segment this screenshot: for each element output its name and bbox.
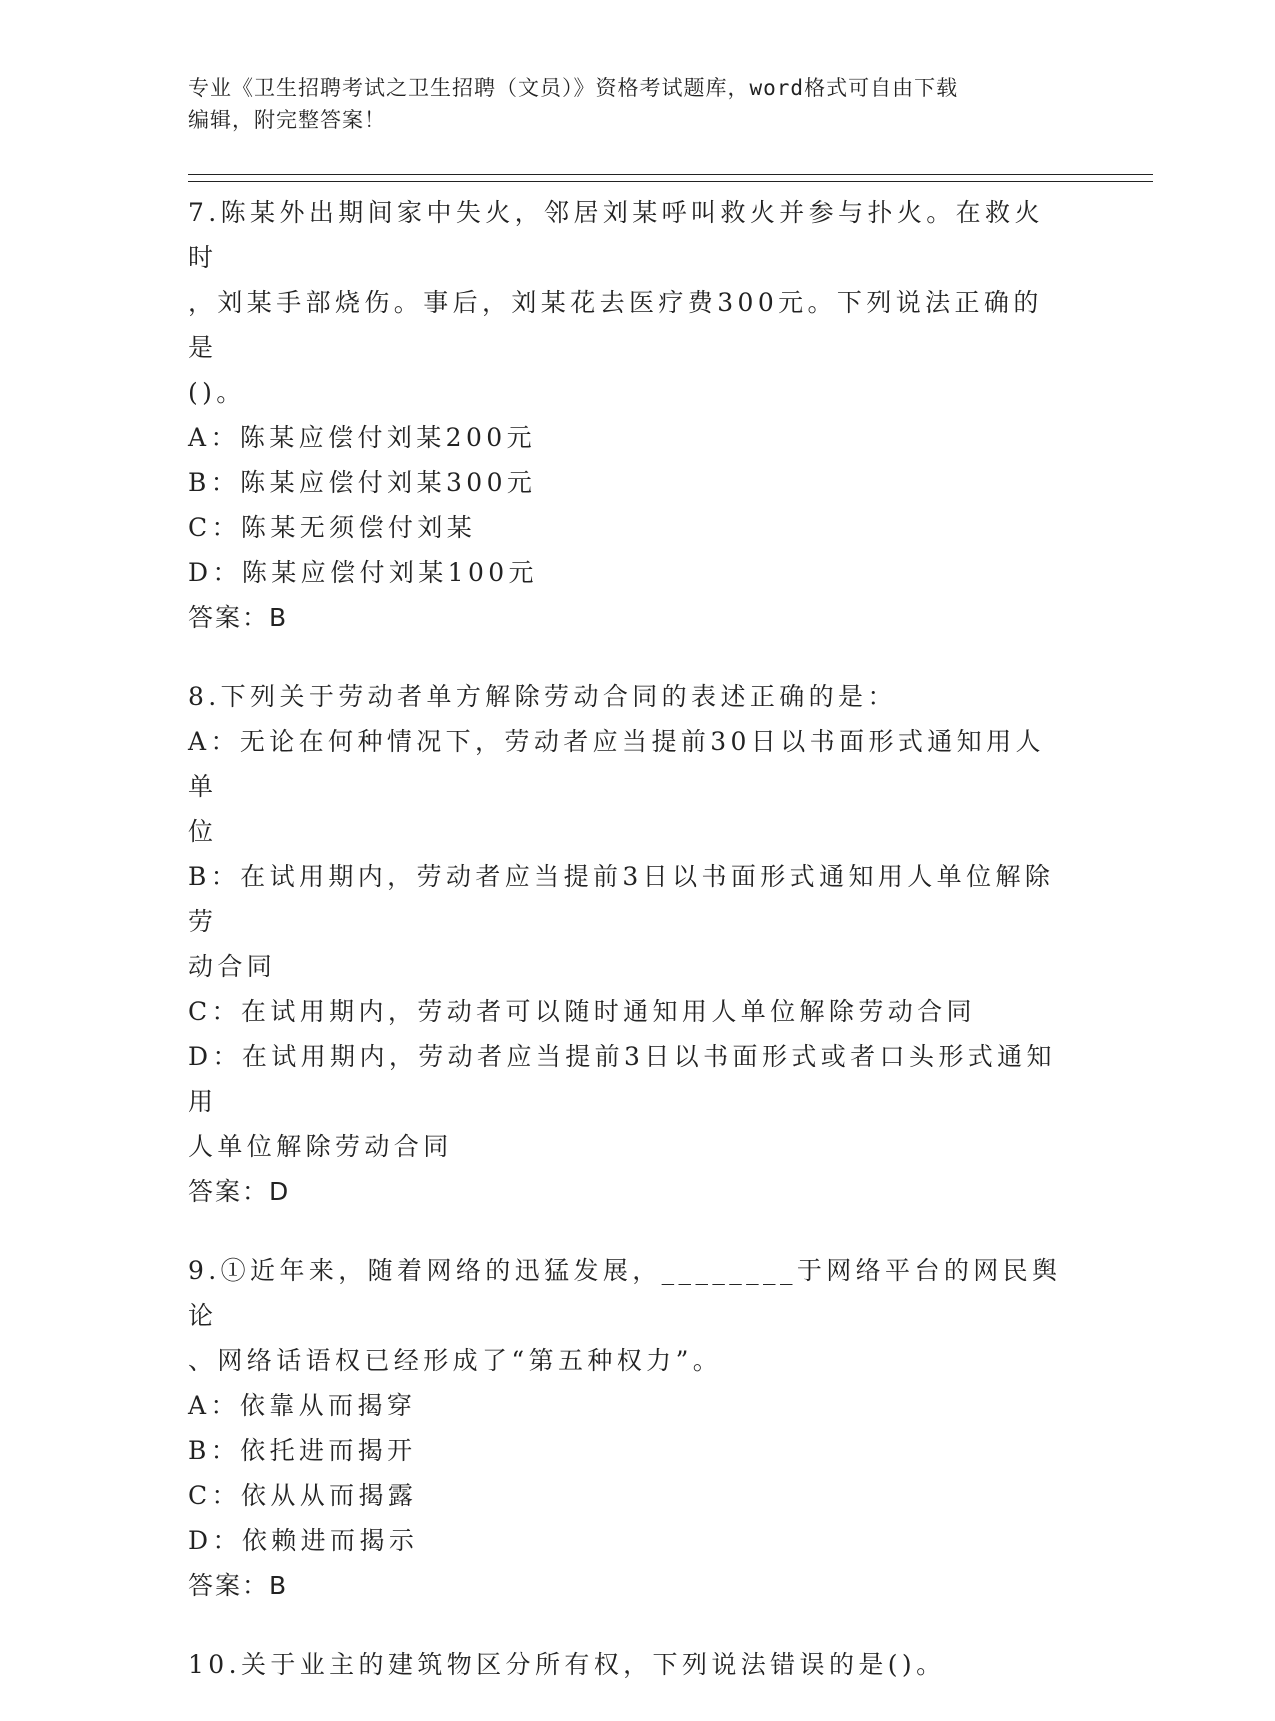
answer-key: 答案：B: [188, 603, 289, 632]
header-divider-bottom: [188, 181, 1153, 182]
header-divider-top: [188, 174, 1153, 175]
answer-option: [188, 1034, 1068, 1169]
question-stem-line: ，刘某手部烧伤。事后，刘某花去医疗费300元。下列说法正确的是: [188, 288, 1043, 362]
answer-option-line: D：依赖进而揭示: [188, 1526, 419, 1555]
answer-option-line: C：依从从而揭露: [188, 1481, 418, 1510]
answer-option: [188, 719, 1068, 854]
answer-option-line: C：陈某无须偿付刘某: [188, 513, 477, 542]
answer-option: [188, 415, 1068, 460]
question-block: [188, 190, 1068, 640]
answer-option: [188, 1383, 1068, 1428]
answer-option-line: D：陈某应偿付刘某100元: [188, 558, 538, 587]
header-line-1: 专业《卫生招聘考试之卫生招聘（文员）》资格考试题库，word格式可自由下载: [188, 76, 959, 100]
answer-option-line: B：陈某应偿付刘某300元: [188, 468, 537, 497]
answer-option: [188, 505, 1068, 550]
question-stem-line: 、网络话语权已经形成了“第五种权力”。: [188, 1346, 723, 1375]
question-block: [188, 674, 1068, 1214]
answer-option: [188, 460, 1068, 505]
answer-key: 答案：B: [188, 1571, 289, 1600]
answer-option: [188, 989, 1068, 1034]
answer-key: 答案：D: [188, 1177, 291, 1206]
question-stem-line: 7.陈某外出期间家中失火，邻居刘某呼叫救火并参与扑火。在救火时: [188, 198, 1044, 272]
question-list: [188, 190, 1068, 1721]
answer-option: [188, 1473, 1068, 1518]
answer-option-line: B：依托进而揭开: [188, 1436, 417, 1465]
question-block: [188, 1248, 1068, 1608]
question-stem-line: 10.关于业主的建筑物区分所有权，下列说法错误的是()。: [188, 1650, 946, 1679]
question-stem-line: 8.下列关于劳动者单方解除劳动合同的表述正确的是：: [188, 682, 897, 711]
answer-option-line: 动合同: [188, 952, 277, 981]
answer-option-line: D：在试用期内，劳动者应当提前3日以书面形式或者口头形式通知用: [188, 1042, 1056, 1116]
question-stem-line: 9.①近年来，随着网络的迅猛发展，________于网络平台的网民舆论: [188, 1256, 1062, 1330]
answer-option-line: 人单位解除劳动合同: [188, 1132, 453, 1161]
answer-option-line: 位: [188, 817, 218, 846]
question-stem-line: ()。: [188, 378, 246, 407]
answer-option-line: A：依靠从而揭穿: [188, 1391, 417, 1420]
question-block: [188, 1642, 1068, 1687]
answer-option: [188, 1428, 1068, 1473]
answer-option-line: C：在试用期内，劳动者可以随时通知用人单位解除劳动合同: [188, 997, 976, 1026]
answer-option: [188, 854, 1068, 989]
document-header: [188, 72, 1068, 136]
answer-option-line: A：陈某应偿付刘某200元: [188, 423, 536, 452]
answer-option-line: A：无论在何种情况下，劳动者应当提前30日以书面形式通知用人单: [188, 727, 1045, 801]
answer-option-line: B：在试用期内，劳动者应当提前3日以书面形式通知用人单位解除劳: [188, 862, 1055, 936]
answer-option: [188, 1518, 1068, 1563]
answer-option: [188, 550, 1068, 595]
header-line-2: 编辑，附完整答案！: [188, 108, 386, 132]
